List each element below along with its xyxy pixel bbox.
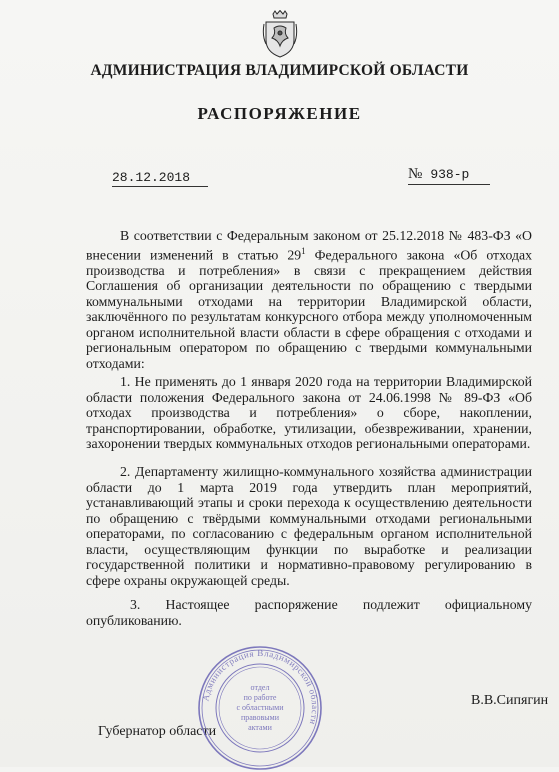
signer-name: В.В.Сипягин [471, 693, 549, 708]
clause-3-text: 3. Настоящее распоряжение подлежит официальному опубликованию. [86, 597, 532, 628]
document-type: РАСПОРЯЖЕНИЕ [197, 104, 362, 123]
stamp-line-3: с областными [236, 703, 284, 712]
stamp-ring-text: Администрация Владимирской области [200, 647, 321, 727]
document-number [408, 166, 490, 185]
signer-position: Губернатор области [98, 724, 217, 739]
official-stamp [196, 644, 324, 772]
document-date: 28.12.2018 [112, 170, 208, 187]
organization-title: АДМИНИСТРАЦИЯ ВЛАДИМИРСКОЙ ОБЛАСТИ [90, 62, 469, 79]
stamp-line-4: правовыми [240, 713, 280, 722]
number-value: 938-р [430, 167, 470, 182]
number-sign: № [408, 166, 423, 182]
preamble-start: В соответствии с Федеральным законом от 25.12.2018 № 483-ФЗ «О внесении изменений в статью 29 [86, 228, 532, 263]
clause-1-text: 1. Не применять до 1 января 2020 года на территории Владимирской области положения Федерального закона от 24.06.1998 № 89-ФЗ «Об отходах производства и потребления» о сборе, накоплении, транспортировании, обработке, утилизации, обезвреживании, хранении, захоронении твердых коммунальных отходов региональными операторами. [86, 374, 532, 451]
clause-1 [86, 374, 532, 452]
preamble-paragraph [86, 228, 532, 371]
preamble-end: Федерального закона «Об отходах производства и потребления» в связи с прекращением действия Соглашения об организации деятельности по обращению с твердыми коммунальными отходами на территории Владимирской области, заключённого по результатам конкурсного отбора между уполномоченным органом исполнительной власти области в сфере обращения с отходами и региональным оператором по обращению с твердыми коммунальными отходами: [86, 247, 532, 371]
coat-of-arms-icon [262, 10, 298, 58]
stamp-line-2: по работе [243, 693, 277, 702]
stamp-line-5: актами [248, 723, 272, 732]
clause-3 [86, 597, 532, 628]
stamp-line-1: отдел [250, 683, 270, 692]
clause-2 [86, 464, 532, 588]
article-superscript: 1 [301, 245, 306, 256]
clause-2-text: 2. Департаменту жилищно-коммунального хозяйства администрации области до 1 марта 2019 года утвердить план мероприятий, устанавливающий этапы и сроки перехода к осуществлению деятельности по обращению с твёрдыми коммунальными отходами региональными операторами, по согласованию с федеральным органом исполнительной власти, осуществляющим функции по выработке и реализации государственной политики и нормативно-правовому регулированию в сфере охраны окружающей среды. [86, 464, 532, 588]
